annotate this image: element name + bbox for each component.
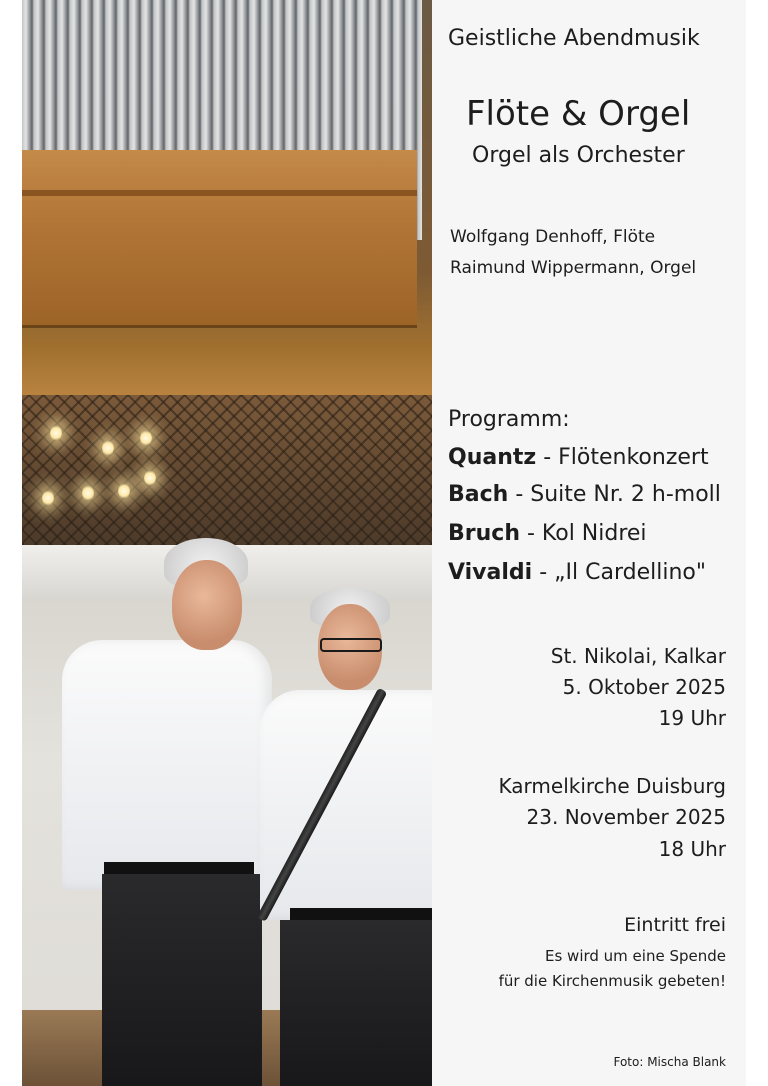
performer-organ: Raimund Wippermann, Orgel: [450, 258, 697, 278]
admission-note: Eintritt frei: [624, 914, 726, 936]
composer-name: Bruch: [448, 521, 520, 546]
organ-case: [22, 150, 417, 328]
chandelier-bulb: [42, 490, 54, 506]
chandelier-bulb: [102, 440, 114, 456]
piece-title: - Suite Nr. 2 h-moll: [508, 482, 721, 507]
poster-title: Flöte & Orgel: [466, 94, 691, 134]
chandelier-bulb: [144, 470, 156, 486]
donation-note: für die Kirchenmusik gebeten!: [498, 972, 726, 990]
chandelier-bulb: [140, 430, 152, 446]
piece-title: - Flötenkonzert: [536, 445, 709, 470]
chandelier-bulb: [118, 483, 130, 499]
event-series: Geistliche Abendmusik: [448, 26, 700, 51]
piece-title: - „Il Cardellino": [532, 560, 706, 585]
performer-flute: Wolfgang Denhoff, Flöte: [450, 227, 656, 247]
photo-credit: Foto: Mischa Blank: [613, 1055, 726, 1069]
concert-photo: [22, 0, 432, 1086]
program-item: [448, 560, 706, 585]
concert-venue: Karmelkirche Duisburg: [498, 774, 726, 798]
composer-name: Quantz: [448, 445, 537, 470]
composer-name: Vivaldi: [448, 560, 533, 585]
organ-balcony: [22, 395, 432, 545]
program-heading: Programm:: [448, 407, 570, 432]
program-item: [448, 521, 647, 546]
donation-note: Es wird um eine Spende: [544, 947, 726, 965]
program-item: [448, 482, 721, 507]
chandelier-bulb: [82, 485, 94, 501]
glasses-icon: [320, 638, 382, 652]
concert-venue: St. Nikolai, Kalkar: [550, 644, 726, 668]
program-item: [448, 445, 709, 470]
poster-subtitle: Orgel als Orchester: [472, 143, 685, 168]
composer-name: Bach: [448, 482, 509, 507]
concert-date: 5. Oktober 2025: [562, 675, 726, 699]
chandelier-bulb: [50, 425, 62, 441]
concert-date: 23. November 2025: [526, 805, 726, 829]
piece-title: - Kol Nidrei: [519, 521, 647, 546]
concert-time: 18 Uhr: [658, 837, 726, 861]
concert-time: 19 Uhr: [658, 706, 726, 730]
